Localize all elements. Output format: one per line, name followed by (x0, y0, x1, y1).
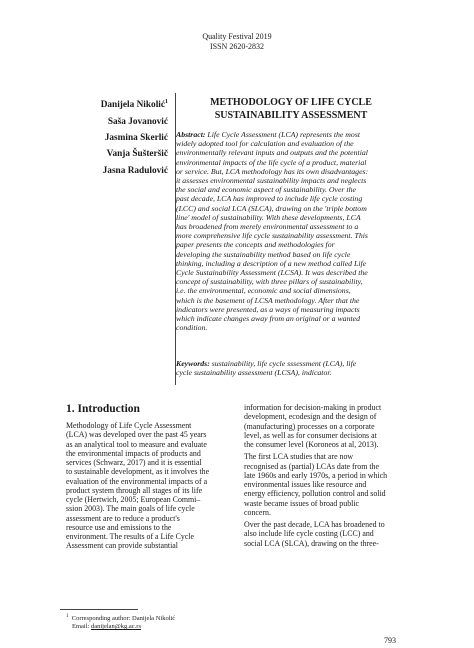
body-line: services (Schwarz, 2017) and it is essential (66, 458, 202, 467)
abstract-line: thinking, including a description of a new method called Life (176, 258, 367, 268)
abstract-line: (LCC) and social LCA (SLCA), drawing on the 'triple bottom (176, 203, 367, 213)
abstract-line: developing the sustainability method based on life cycle (176, 249, 351, 259)
abstract (176, 130, 404, 332)
right-column (244, 403, 408, 548)
section-heading: 1. Introduction (66, 403, 140, 415)
body-line: level, as well as for consumer decisions at (244, 430, 377, 440)
body-line: concern. (244, 507, 271, 517)
author-name: Jasna Radulović (102, 165, 168, 176)
body-line: environment. The results of a Life Cycle (66, 532, 195, 541)
footnote-divider (60, 609, 138, 610)
journal-name: Quality Festival 2019 (202, 32, 272, 41)
body-line: resource use and emissions to the (66, 522, 172, 532)
footnote-mark: 1 (66, 614, 69, 619)
keywords (176, 359, 404, 377)
footnote-mark: 1 (165, 99, 168, 105)
abstract-line: condition. (176, 323, 208, 333)
abstract-line: it assesses environmental sustainability impacts and neglects (176, 176, 367, 186)
keywords-line: cycle sustainability assessment (LCSA), indicator. (176, 368, 332, 378)
abstract-line: which indicate changes away from an original or a wanted (176, 314, 361, 324)
body-line: social LCA (SLCA), drawing on the three- (244, 538, 379, 548)
body-line: energy efficiency, pollution control and solid (244, 489, 386, 499)
body-line: assessment are to reduce a product's (66, 513, 180, 523)
body-line: Over the past decade, LCA has broadened to (244, 520, 385, 529)
left-column (66, 421, 236, 551)
body-line: the consumer level (Koroneos at al, 2013). (244, 440, 379, 449)
body-line: The first LCA studies that are now (244, 452, 354, 462)
keywords-label: Keywords: (176, 359, 210, 368)
abstract-line: past decade, LCA has improved to include life cycle costing (176, 194, 363, 204)
paper-title-line: METHODOLOGY OF LIFE CYCLE (210, 97, 372, 108)
body-line: to sustainable development, as it involves the (66, 467, 210, 477)
abstract-line: more comprehensive life cycle sustainability assessment. This (176, 231, 368, 241)
body-line: evaluation of the environmental impacts of a (66, 476, 208, 486)
abstract-line: i.e. the environmental, economic and social dimensions, (176, 286, 351, 296)
issn: ISSN 2620-2832 (209, 42, 264, 51)
author-name: Danijela Nikolić$^1$ (100, 99, 168, 111)
body-line: the environmental impacts of products and (66, 448, 201, 458)
abstract-line: line' model of sustainability. With these developments, LCA (176, 212, 361, 222)
body-line: also include life cycle costing (LCC) and (244, 529, 374, 539)
footnote-line: $^1$ Corresponding author: Danijela Nikolić (66, 614, 176, 623)
abstract-line: paper presents the concepts and methodologies for (176, 240, 335, 250)
body-line: environmental issues like resource and (244, 480, 367, 489)
page-number: 793 (384, 636, 396, 645)
footnote (66, 613, 175, 631)
body-line: late 1960s and early 1970s, a period in which (244, 470, 388, 480)
abstract-line: environmental impacts of the life cycle of a product, material (176, 157, 367, 167)
author-name: Jasmina Skerlić (104, 132, 168, 143)
abstract-line: concept of sustainability, with three pillars of sustainability, (176, 277, 363, 287)
paper-title (176, 96, 406, 122)
body-line: (manufacturing) processes on a corporate (244, 421, 375, 431)
abstract-line: or service. But, LCA methodology has its own disadvantages: (176, 166, 369, 176)
body-line: product system through all stages of its life (66, 485, 203, 495)
abstract-line: has broadened from merely environmental assessment to a (176, 222, 359, 232)
body-line: Methodology of Life Cycle Assessment (66, 421, 192, 430)
abstract-line: indicators were presented, as a ways of measuring impacts (176, 304, 360, 314)
body-line: information for decision-making in product (244, 403, 382, 412)
abstract-label: Abstract: (176, 130, 206, 139)
paper-title-line: SUSTAINABILITY ASSESSMENT (214, 110, 368, 121)
body-line: recognised as (partial) LCAs date from the (244, 461, 379, 471)
abstract-line: the social and economic aspect of sustainability. Over the (176, 185, 356, 195)
body-line: as an analytical tool to measure and evaluate (66, 439, 207, 449)
body-line: Assessment can provide substantial (66, 541, 178, 551)
abstract-line: environmentally relevant inputs and outputs and the potential (176, 148, 368, 158)
author-name: Saša Jovanović (107, 116, 168, 127)
email-link[interactable]: danijelan@kg.ac.rs (90, 623, 141, 631)
abstract-line: widely adopted tool for calculation and evaluation of the (176, 139, 354, 149)
body-line: cycle (Hertwich, 2005; European Commi– (66, 495, 201, 504)
abstract-line: which is the basement of LCSA methodology. After that the (176, 295, 360, 305)
body-line: development, ecodesign and the design of (244, 412, 377, 422)
body-line: waste became issues of broad public (244, 498, 360, 508)
footnote-line: Email: danijelan@kg.ac.rs (72, 623, 141, 631)
body-line: (LCA) was developed over the past 45 years (66, 430, 207, 440)
keywords-line: Keywords: sustainability, life cycle sssessment (LCA), life (176, 359, 357, 368)
author-name: Vanja Šušteršič (106, 149, 168, 160)
author-list (70, 94, 168, 179)
abstract-line: Abstract: Life Cycle Assessment (LCA) represents the most (176, 130, 361, 139)
abstract-line: Cycle Sustainability Assessment (LCSA). It was described the (176, 268, 368, 278)
body-line: ssion 2003). The main goals of life cycle (66, 504, 195, 514)
